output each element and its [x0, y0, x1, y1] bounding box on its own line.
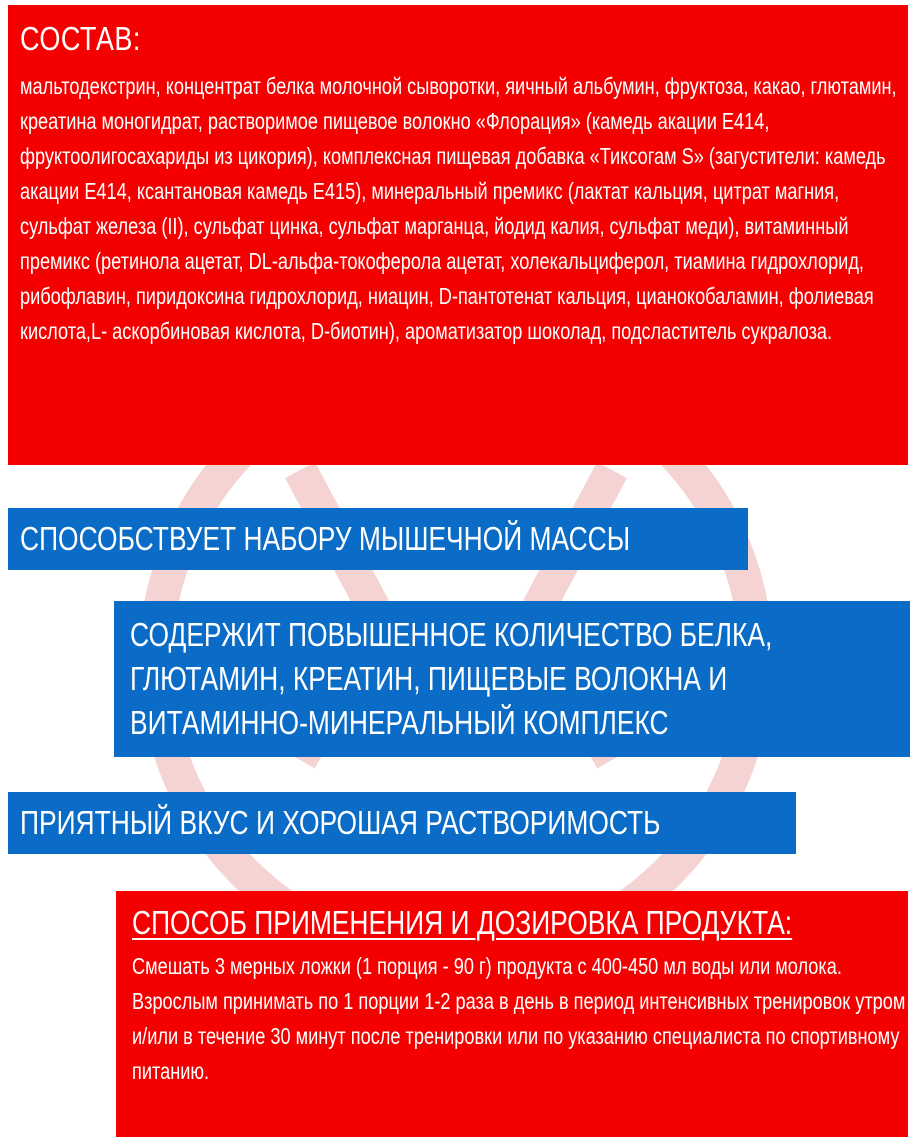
composition-text: мальтодекстрин, концентрат белка молочной сыворотки, яичный альбумин, фруктоза, какао, глютамин, креатина моногидрат, растворимое пищевое волокно «Флорация» (камедь акации Е414, фруктоолигосахариды из цикория), комплексная пищевая добавка «Тиксогам S» (загустители: камедь акации Е414, ксантановая камедь Е415), минеральный премикс (лактат кальция, цитрат магния, сульфат железа (II), сульфат цинка, сульфат марганца, йодид калия, сульфат меди), витаминный премикс (ретинола ацетат, DL-альфа-токоферола ацетат, холекальциферол, тиамина гидрохлорид, рибофлавин, пиридоксина гидрохлорид, ниацин, D-пантотенат кальция, цианокобаламин, фолиевая кислота,L- аскорбиновая кислота, D-биотин), ароматизатор шоколад, подсластитель сукралоза. — [20, 73, 897, 344]
muscle-gain-banner — [8, 508, 748, 570]
protein-content-line: СОДЕРЖИТ ПОВЫШЕННОЕ КОЛИЧЕСТВО БЕЛКА, — [130, 616, 773, 653]
dosage-title: СПОСОБ ПРИМЕНЕНИЯ И ДОЗИРОВКА ПРОДУКТА: — [132, 904, 793, 941]
dosage-text: Смешать 3 мерных ложки (1 порция - 90 г) продукта с 400-450 мл воды или молока. Взрослым принимать по 1 порции 1-2 раза в день в период интенсивных тренировок утром и/или в течение 30 минут после тренировки или по указанию специалиста по спортивному питанию. — [132, 953, 906, 1084]
taste-banner — [8, 792, 796, 854]
composition-panel — [8, 5, 908, 465]
protein-content-banner — [114, 601, 910, 757]
taste-text: ПРИЯТНЫЙ ВКУС И ХОРОШАЯ РАСТВОРИМОСТЬ — [20, 804, 661, 841]
protein-content-line: ВИТАМИННО-МИНЕРАЛЬНЫЙ КОМПЛЕКС — [130, 704, 669, 741]
dosage-panel — [116, 891, 908, 1137]
protein-content-line: ГЛЮТАМИН, КРЕАТИН, ПИЩЕВЫЕ ВОЛОКНА И — [130, 660, 728, 697]
composition-title: СОСТАВ: — [20, 20, 141, 57]
muscle-gain-text: СПОСОБСТВУЕТ НАБОРУ МЫШЕЧНОЙ МАССЫ — [20, 520, 631, 557]
